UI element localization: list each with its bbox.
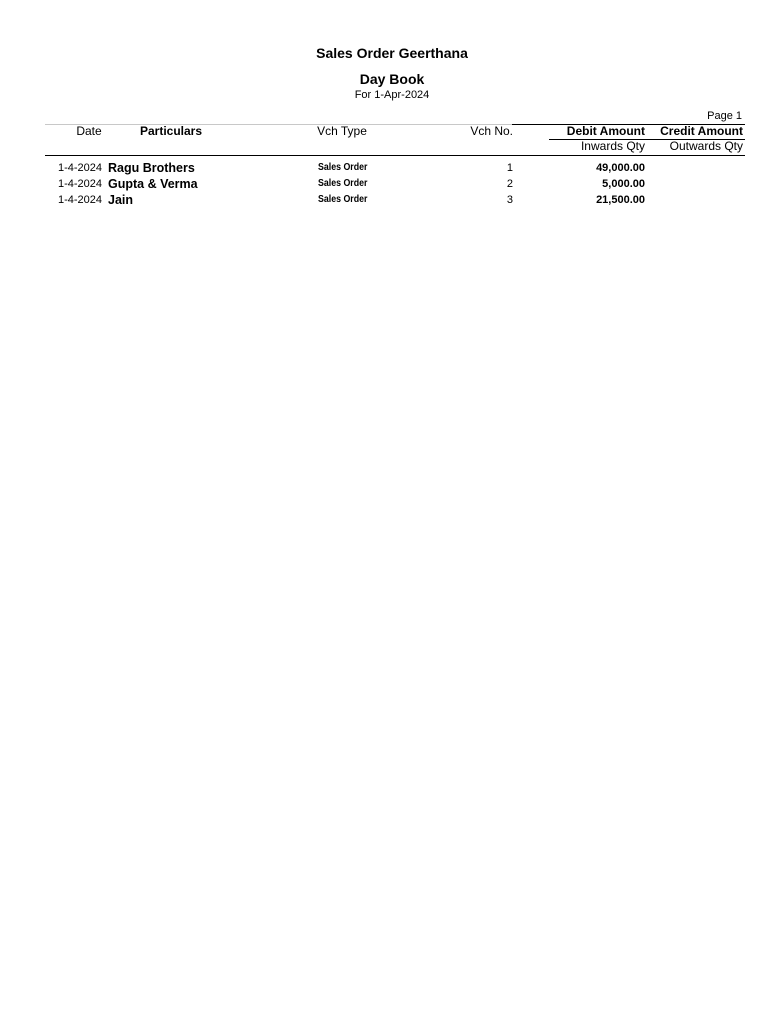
- row-debit-amount: 5,000.00: [602, 178, 645, 190]
- column-header-date: Date: [76, 124, 102, 138]
- report-title: Day Book: [359, 71, 425, 87]
- row-vch-no: 2: [506, 178, 513, 190]
- row-date: 1-4-2024: [57, 178, 102, 190]
- row-vch-no: 3: [506, 194, 513, 206]
- row-particulars: Jain: [108, 193, 134, 207]
- row-particulars: Ragu Brothers: [108, 161, 195, 175]
- row-particulars: Gupta & Verma: [108, 177, 198, 191]
- row-debit-amount: 21,500.00: [596, 194, 645, 206]
- table-row[interactable]: [0, 160, 768, 176]
- row-vch-type: Sales Order: [318, 178, 368, 189]
- row-date: 1-4-2024: [57, 162, 102, 174]
- header-bottom-rule: [45, 155, 745, 156]
- row-vch-type: Sales Order: [318, 194, 368, 205]
- column-header-inwards-qty: Inwards Qty: [580, 139, 645, 153]
- row-date: 1-4-2024: [57, 194, 102, 206]
- row-vch-no: 1: [506, 162, 513, 174]
- table-row[interactable]: [0, 192, 768, 208]
- row-vch-type: Sales Order: [318, 162, 368, 173]
- table-row[interactable]: [0, 176, 768, 192]
- voucher-list: [0, 160, 768, 208]
- column-header-debit-amount: Debit Amount: [566, 124, 645, 138]
- page-number: Page 1: [707, 110, 742, 122]
- company-name: Sales Order Geerthana: [316, 45, 468, 61]
- report-period: For 1-Apr-2024: [354, 89, 430, 101]
- column-header-vch-type: Vch Type: [317, 124, 367, 138]
- column-header-particulars: Particulars: [139, 124, 203, 138]
- column-header-outwards-qty: Outwards Qty: [669, 139, 743, 153]
- row-debit-amount: 49,000.00: [596, 162, 645, 174]
- column-header-credit-amount: Credit Amount: [660, 124, 743, 138]
- column-header-vch-no: Vch No.: [470, 124, 513, 138]
